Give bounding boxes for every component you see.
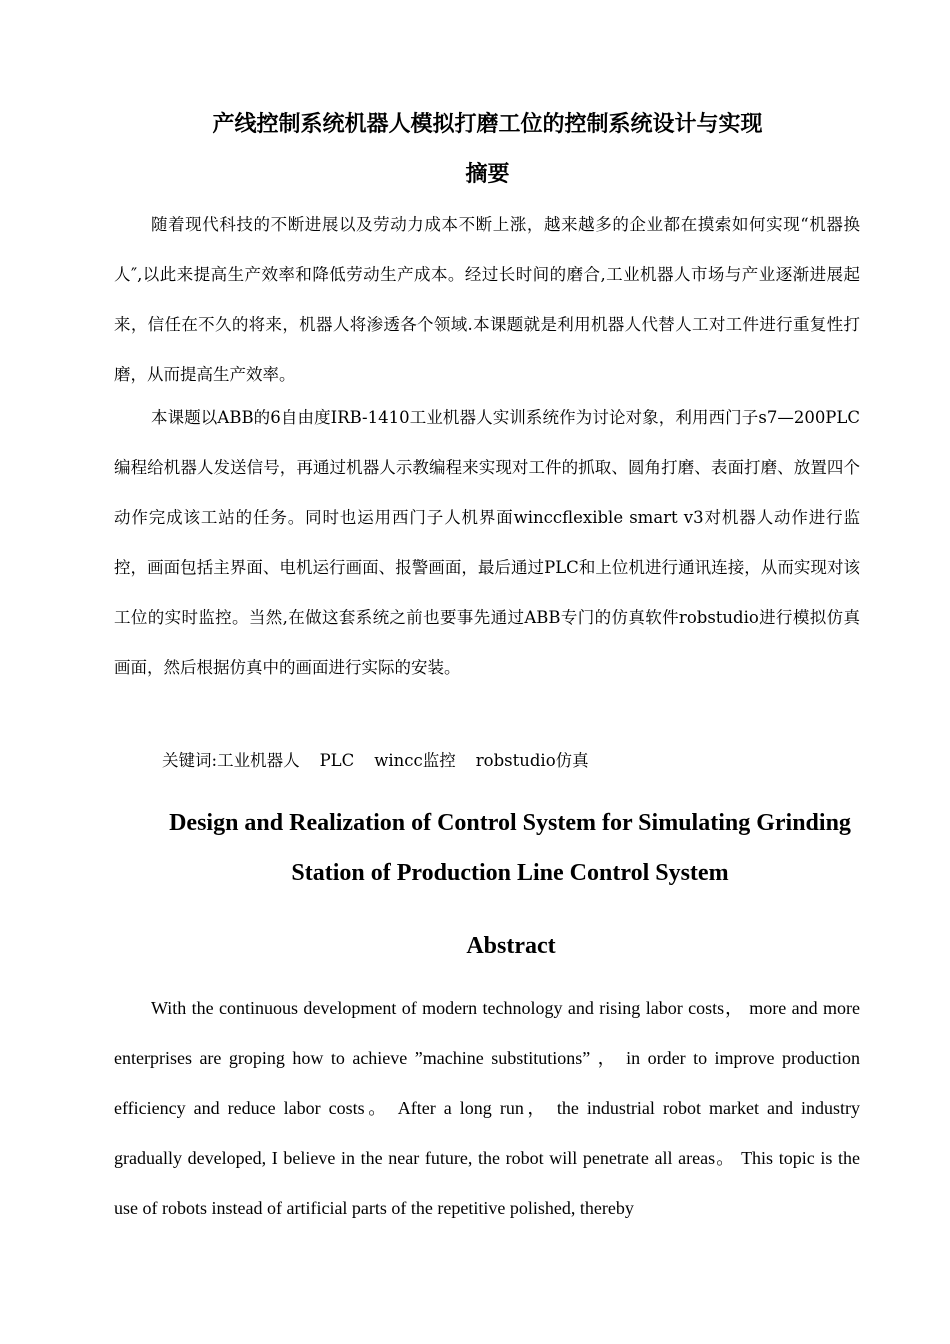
keyword-item: PLC — [319, 751, 355, 770]
keyword-item: robstudio仿真 — [475, 751, 589, 770]
keywords-line — [162, 745, 609, 777]
chinese-abstract-paragraph-1: 随着现代科技的不断进展以及劳动力成本不断上涨，越来越多的企业都在摸索如何实现“机器换人″,以此来提高生产效率和降低劳动生产成本。经过长时间的磨合,工业机器人市场与产业逐渐进展起来，信任在不久的将来，机器人将渗透各个领域.本课题就是利用机器人代替人工对工件进行重复性打磨，从而提高生产效率。 — [114, 215, 860, 384]
chinese-abstract-paragraph-2: 本课题以ABB的6自由度IRB-1410工业机器人实训系统作为讨论对象，利用西门子s7—200PLC编程给机器人发送信号，再通过机器人示教编程来实现对工件的抓取、圆角打磨、表面打磨、放置四个动作完成该工站的任务。同时也运用西门子人机界面winccflexible smart v3对机器人动作进行监控，画面包括主界面、电机运行画面、报警画面，最后通过PLC和上位机进行通讯连接，从而实现对该工位的实时监控。当然,在做这套系统之前也要事先通过ABB专门的仿真软件robstudio进行模拟仿真画面，然后根据仿真中的画面进行实际的安装。 — [114, 408, 860, 677]
english-title: Design and Realization of Control System for Simulating Grinding Station of Production Line Control System — [169, 810, 851, 886]
keyword-item: 工业机器人 — [217, 751, 300, 770]
chinese-abstract-heading: 摘要 — [465, 162, 510, 187]
keywords-separator: : — [211, 751, 218, 770]
keyword-item: wincc监控 — [374, 751, 456, 770]
english-abstract-paragraph: With the continuous development of modern technology and rising labor costs， more and more enterprises are groping how to achieve ”machine substitutions” ， in order to improve production efficiency and reduce labor costs。 After a long run， the industrial robot market and industry gradually developed, I believe in the near future, the robot will penetrate all areas。 This topic is the use of robots instead of artificial parts of the repetitive polished, thereby — [114, 998, 860, 1218]
keywords-label: 关键词 — [162, 751, 212, 770]
chinese-title: 产线控制系统机器人模拟打磨工位的控制系统设计与实现 — [212, 112, 763, 137]
english-abstract-heading: Abstract — [466, 933, 556, 959]
